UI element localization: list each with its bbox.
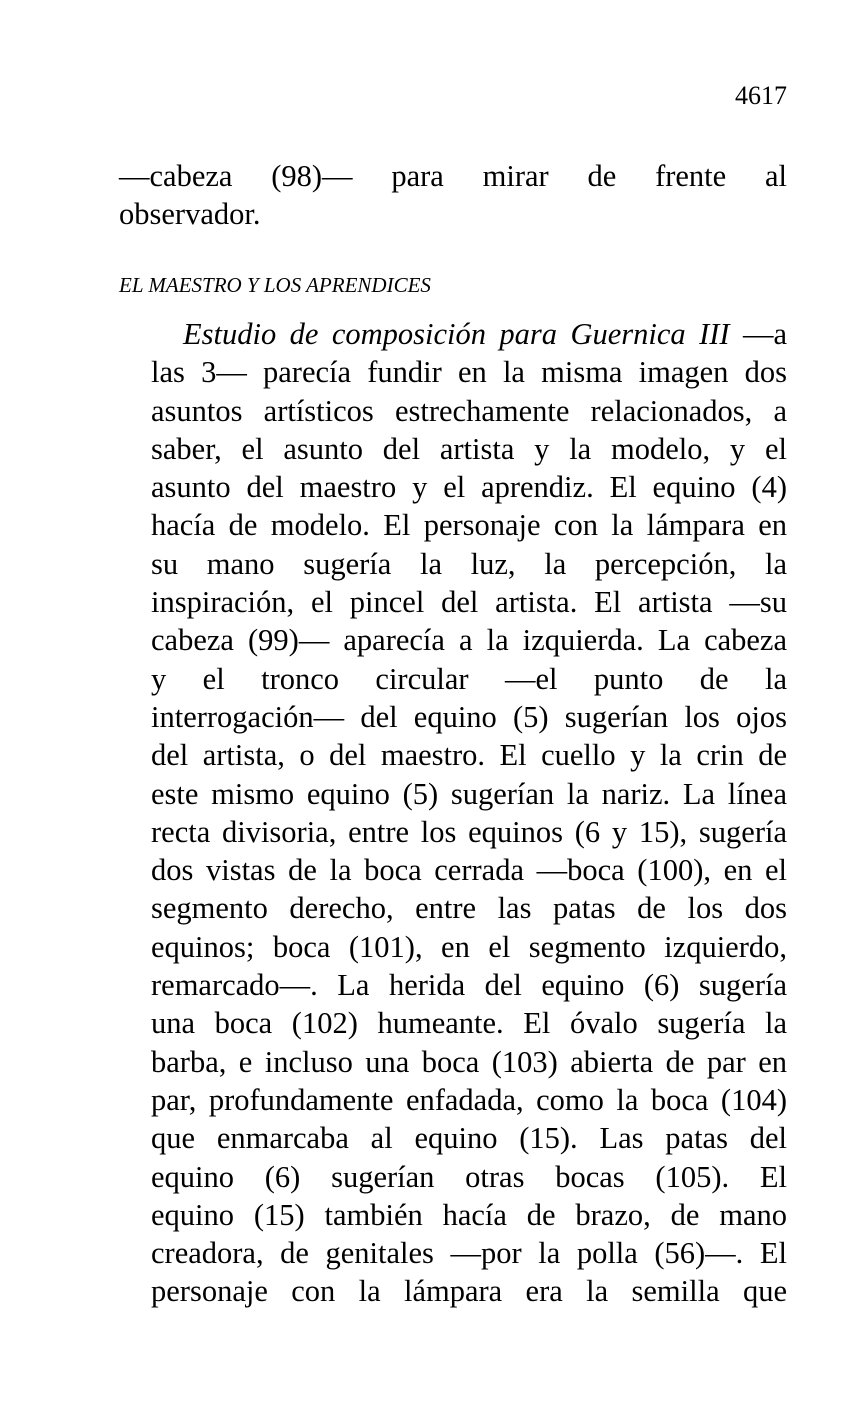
page-number: 4617 — [735, 81, 787, 110]
text-line: equino (6) sugerían otras bocas (105). El — [151, 1159, 787, 1194]
text-line: personaje con la lámpara era la semilla que — [151, 1274, 787, 1309]
text-line-first — [119, 315, 787, 353]
artwork-title: Estudio de composición para Guernica III — [183, 317, 730, 351]
text-line: dos vistas de la boca cerrada —boca (100), en el — [151, 853, 787, 888]
text-fragment: —a — [729, 317, 788, 351]
text-line: remarcado—. La herida del equino (6) sugería — [151, 968, 787, 1003]
text-line: observador. — [119, 197, 261, 232]
text-line: su mano sugería la luz, la percepción, la — [151, 546, 787, 581]
paragraph-body — [119, 315, 787, 1311]
text-line: interrogación— del equino (5) sugerían los ojos — [151, 699, 787, 734]
text-line: este mismo equino (5) sugerían la nariz. La línea — [151, 776, 787, 811]
text-line: inspiración, el pincel del artista. El artista —su — [151, 585, 787, 620]
text-line: par, profundamente enfadada, como la boca (104) — [151, 1082, 787, 1117]
text-line: recta divisoria, entre los equinos (6 y 15), sugería — [151, 814, 787, 849]
text-line: creadora, de genitales —por la polla (56)—. El — [151, 1236, 787, 1271]
text-line: las 3— parecía fundir en la misma imagen dos — [151, 355, 787, 390]
text-line: asunto del maestro y el aprendiz. El equino (4) — [151, 470, 787, 505]
text-line: —cabeza (98)— para mirar de frente al — [119, 159, 787, 193]
text-line: equino (15) también hacía de brazo, de mano — [151, 1197, 787, 1232]
text-line: asuntos artísticos estrechamente relacionados, a — [151, 393, 787, 428]
text-line: una boca (102) humeante. El óvalo sugería la — [151, 1006, 787, 1041]
text-line: hacía de modelo. El personaje con la lámpara en — [151, 508, 787, 543]
text-line: saber, el asunto del artista y la modelo, y el — [151, 431, 787, 466]
text-line: del artista, o del maestro. El cuello y la crin de — [151, 738, 787, 773]
section-heading: EL MAESTRO Y LOS APRENDICES — [119, 273, 431, 297]
text-line: que enmarcaba al equino (15). Las patas del — [151, 1121, 787, 1156]
text-line: equinos; boca (101), en el segmento izquierdo, — [151, 929, 787, 964]
text-line: segmento derecho, entre las patas de los dos — [151, 891, 787, 926]
text-line: y el tronco circular —el punto de la — [151, 661, 787, 696]
text-line: cabeza (99)— aparecía a la izquierda. La cabeza — [151, 623, 787, 658]
paragraph-continuation — [119, 157, 787, 234]
text-line: barba, e incluso una boca (103) abierta de par en — [151, 1044, 787, 1079]
